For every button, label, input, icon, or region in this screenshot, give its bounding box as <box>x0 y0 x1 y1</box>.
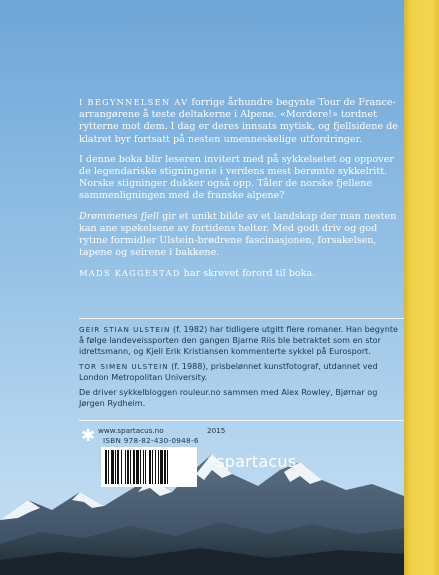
barcode <box>101 447 197 487</box>
blurb-p3-text: gir et unikt bilde av et landskap der man nesten kan ane spøkelsene av fortidens helter. Med godt driv og god rytme formidler Ulstein-brødrene fascinasjonen, forsakelsen, tapene og seirene i bakkene. <box>79 210 397 259</box>
isbn-number: ISBN 978-82-430-0948-6 <box>103 436 199 445</box>
blurb-lead-in: I BEGYNNELSEN AV <box>79 97 189 107</box>
blurb-p1-text: forrige århundre begynte Tour de France-arrangørene å teste deltakerne i Alpene. «Mordere!» tordnet rytterne mot dem. I dag er deres innsats mytisk, og fjellsidene de klatret byr fortsatt på nesten umenneskelige utfordringer. <box>79 97 398 145</box>
foreword-author: MADS KAGGESTAD <box>79 268 181 279</box>
bio-geir-text: (f. 1982) har tidligere utgitt flere romaner. Han begynte å følge landeveissporten den gangen Bjarne Riis ble betraktet som en stor idrettsmann, og Kjell Erik Kristiansen kommenterte sykkel på Eurosport. <box>79 324 399 356</box>
bio-geir <box>79 324 404 356</box>
book-title: Drømmenes fjell <box>79 210 160 222</box>
blurb-paragraph-3 <box>79 211 399 260</box>
blurb-text <box>79 96 399 289</box>
publisher-logo: *spartacus <box>208 452 297 471</box>
bio-tor <box>79 361 404 383</box>
blurb-paragraph-1 <box>79 96 399 146</box>
blurb-paragraph-2: I denne boka blir leseren invitert med på sykkelsetet og oppover de legendariske stigningene i verdens mest berømte sykkelritt. Norske stigninger dukker også opp. Tåler de norske fjellene sammenligningen med de franske alpene? <box>79 153 394 202</box>
divider-bottom <box>79 420 404 421</box>
bio-tor-text: (f. 1988), prisbelønnet kunstfotograf, utdannet ved London Metropolitan University. <box>79 360 378 383</box>
author-name-tor: TOR SIMEN ULSTEIN <box>79 361 169 371</box>
book-spine <box>404 0 439 575</box>
blurb-p4-text: har skrevet forord til boka. <box>180 268 316 280</box>
publisher-url: www.spartacus.no <box>98 426 164 435</box>
bio-blog: De driver sykkelbloggen rouleur.no sammen med Alex Rowley, Bjørnar og Jørgen Rydheim. <box>79 387 378 408</box>
author-name-geir: GEIR STIAN ULSTEIN <box>79 325 171 334</box>
divider-top <box>79 318 404 319</box>
mountain-panorama <box>0 440 404 575</box>
author-bios <box>79 324 404 413</box>
asterisk-icon: ✱ <box>81 426 96 446</box>
blurb-paragraph-4 <box>79 267 399 280</box>
publication-year: 2015 <box>207 426 226 435</box>
